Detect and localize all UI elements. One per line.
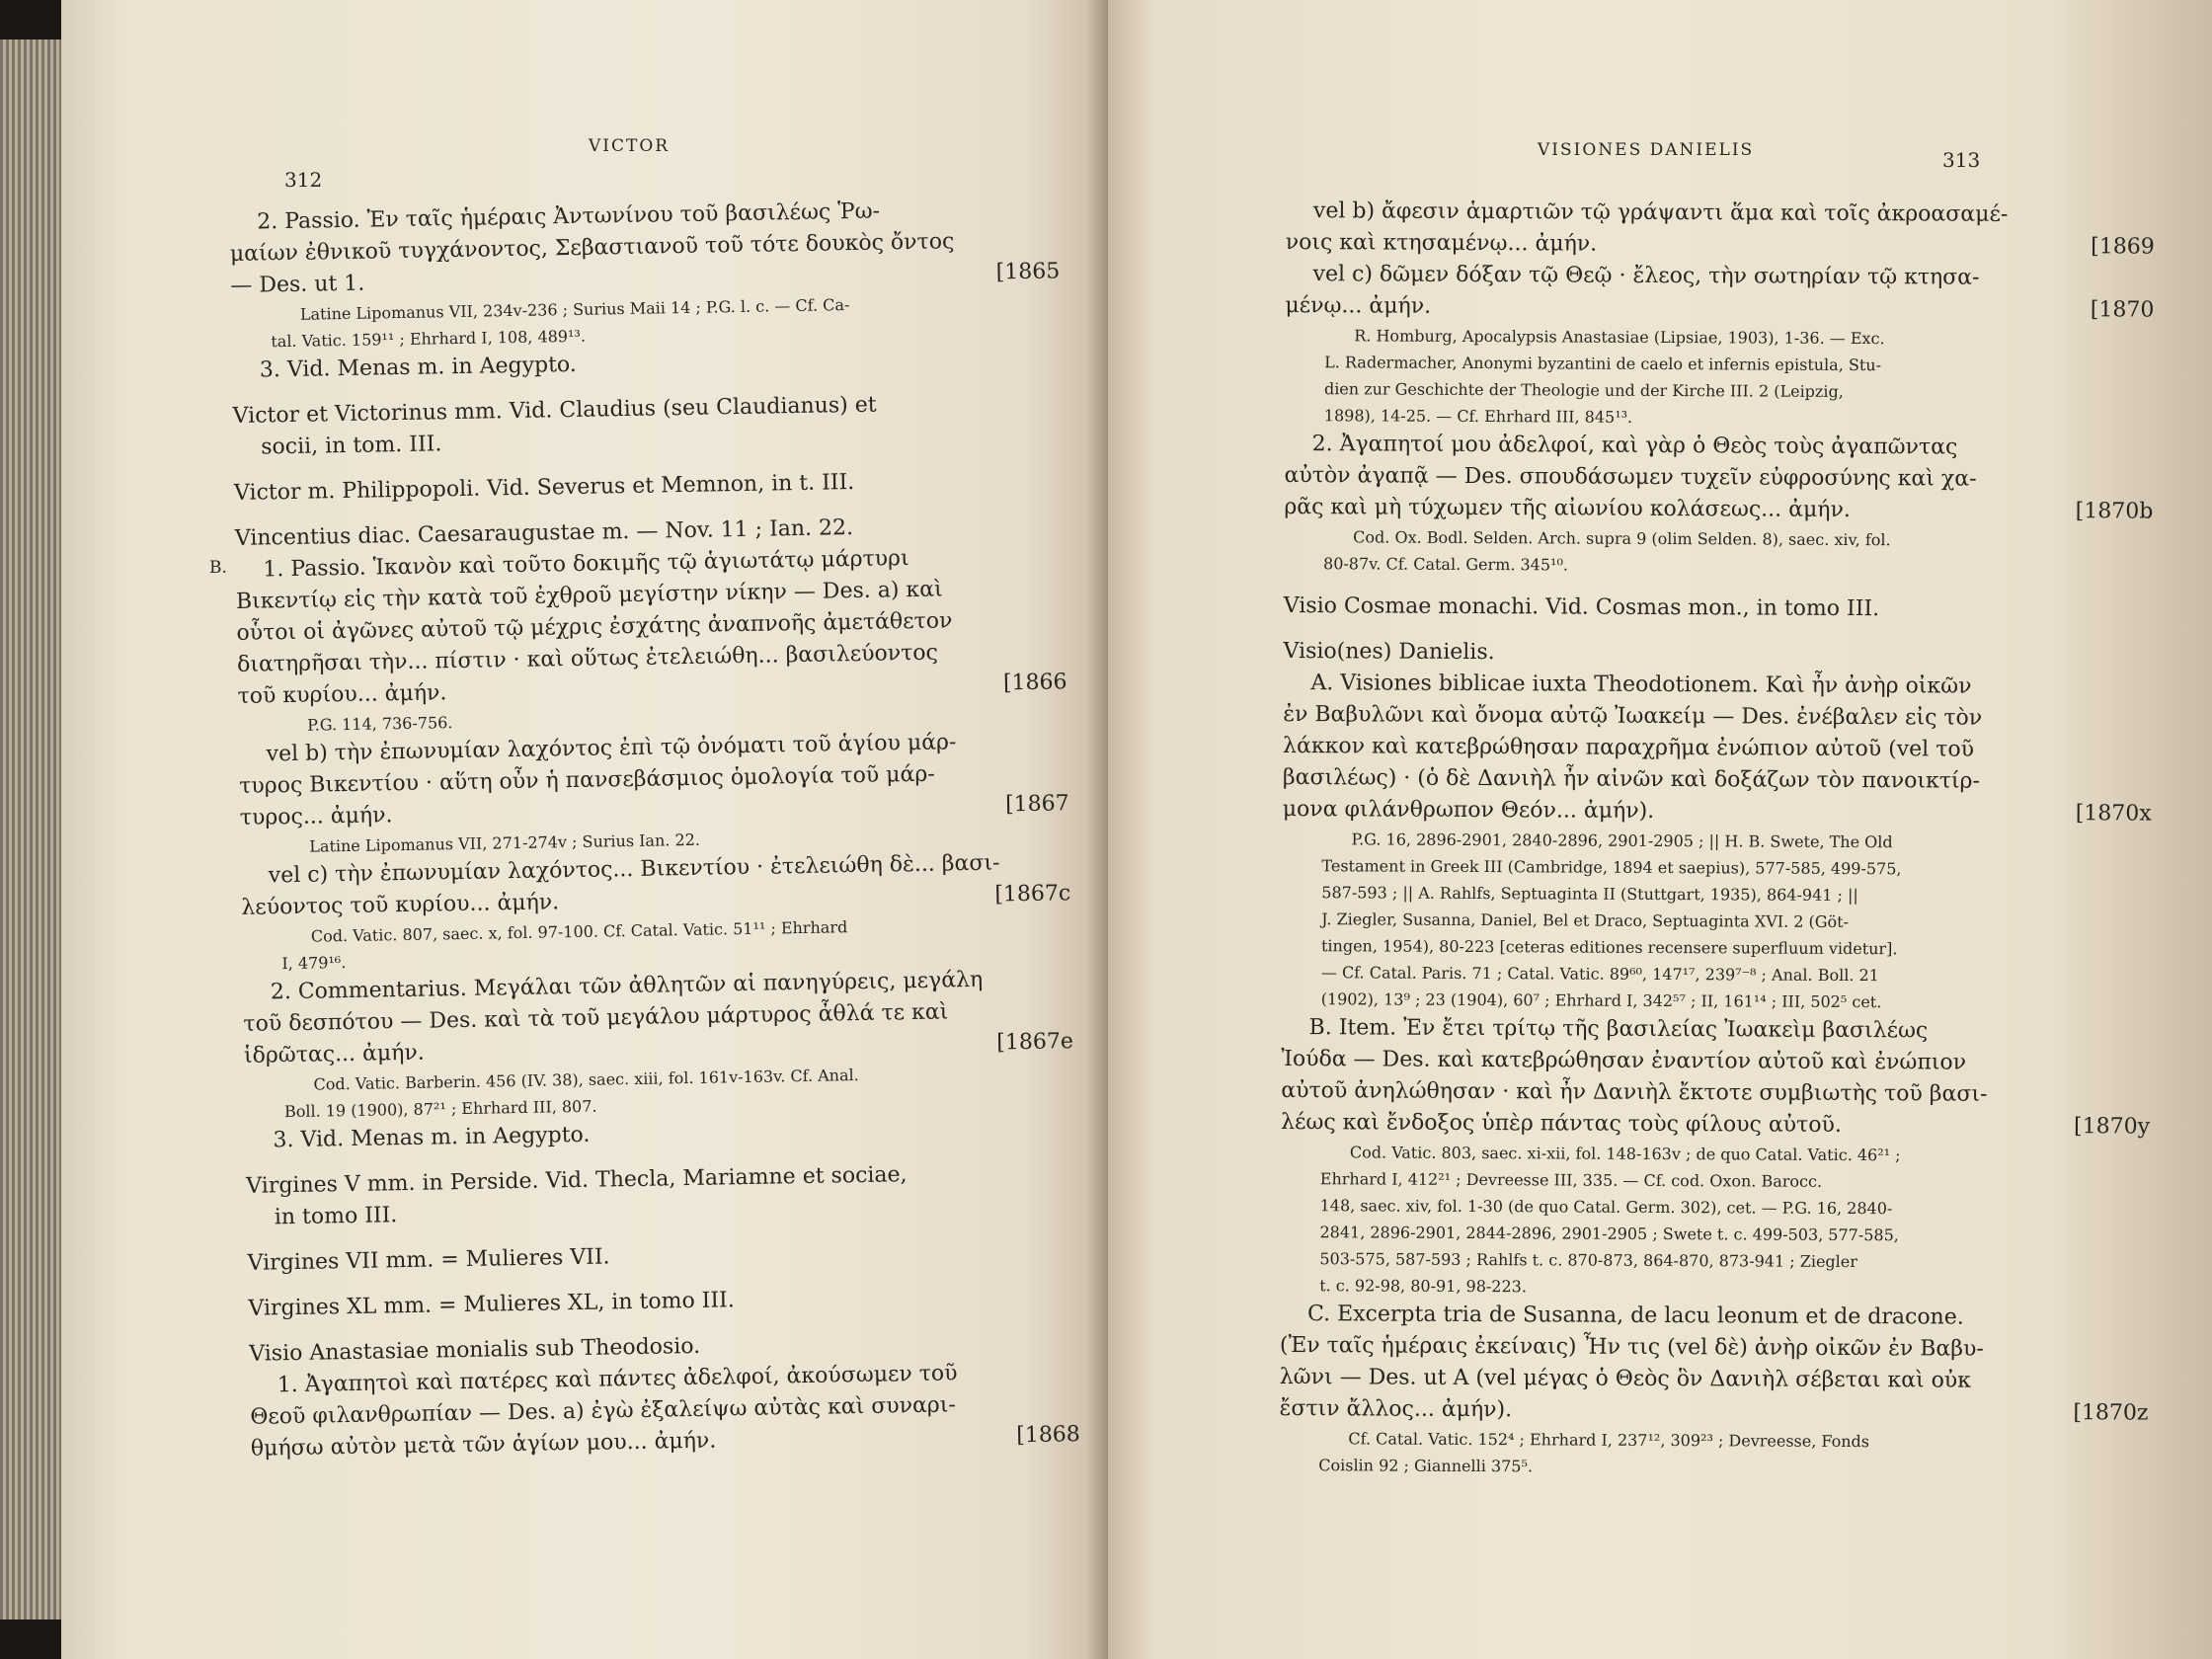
line-text: dien zur Geschichte der Theologie und der Kirche III. 2 (Leipzig, — [1323, 379, 1844, 401]
right-text-line — [1284, 550, 2153, 582]
line-text: διατηρῆσαι τὴν... πίστιν · καὶ οὕτως ἐτελειώθη... βασιλεύοντος — [236, 640, 939, 677]
line-text: Visio(nes) Danielis. — [1283, 638, 1495, 666]
line-text: ρᾶς καὶ μὴ τύχωμεν τῆς αἰωνίου κολάσεως... ἀμήν. — [1284, 494, 1851, 522]
right-text-line — [1284, 492, 2153, 528]
line-text: Cod. Vatic. 807, saec. x, fol. 97-100. Cf. Catal. Vatic. 51¹¹ ; Ehrhard — [310, 917, 848, 946]
line-text: τυρος Βικεντίου · αὕτη οὖν ἡ πανσεβάσμιος ὁμολογία τοῦ μάρ- — [239, 761, 935, 799]
right-text-line — [1283, 794, 2152, 830]
left-text-line — [247, 1233, 1076, 1280]
line-text: 2841, 2896-2901, 2844-2896, 2901-2905 ; Swete t. c. 499-503, 577-585, — [1319, 1223, 1899, 1245]
line-text: νοις καὶ κτησαμένῳ... ἀμήν. — [1285, 229, 1598, 257]
right-text-line — [1285, 290, 2154, 327]
line-text: in tomo III. — [274, 1203, 398, 1230]
line-text: 587-593 ; || A. Rahlfs, Septuaginta II (Stuttgart, 1935), 864-941 ; || — [1321, 883, 1858, 906]
line-text: λεύοντος τοῦ κυρίου... ἀμήν. — [241, 890, 560, 920]
right-text-line — [1282, 1012, 2151, 1049]
line-text: θμήσω αὐτὸν μετὰ τῶν ἁγίων μου... ἀμήν. — [250, 1428, 717, 1462]
line-text: 2. Ἀγαπητοί μου ἀδελφοί, καὶ γὰρ ὁ Θεὸς τοὺς ἀγαπῶντας — [1311, 432, 1958, 460]
line-text: 3. Vid. Menas m. in Aegypto. — [259, 352, 578, 383]
right-text-line — [1284, 460, 2153, 497]
line-text: Coislin 92 ; Giannelli 375⁵. — [1318, 1456, 1534, 1476]
line-text: tal. Vatic. 159¹¹ ; Ehrhard I, 108, 489¹³. — [271, 326, 587, 352]
line-text: τυρος... ἀμήν. — [239, 803, 393, 830]
line-text: Latine Lipomanus VII, 234v-236 ; Surius Maii 14 ; P.G. l. c. — Cf. Ca- — [299, 295, 850, 324]
entry-number: [1870z — [2073, 1400, 2149, 1426]
line-text: 80-87v. Cf. Catal. Germ. 345¹⁰. — [1322, 554, 1569, 575]
line-text: vel b) τὴν ἐπωνυμίαν λαχόντος ἐπὶ τῷ ὀνόματι τοῦ ἁγίου μάρ- — [266, 730, 957, 767]
line-text: Virgines XL mm. = Mulieres XL, in tomo III. — [248, 1288, 735, 1321]
left-text-line — [248, 1279, 1077, 1325]
line-text: 2. Commentarius. Μεγάλαι τῶν ἀθλητῶν αἱ πανηγύρεις, μεγάλη — [270, 967, 984, 1005]
line-text: 1. Ἀγαπητοὶ καὶ πατέρες καὶ πάντες ἀδελφοί, ἀκούσωμεν τοῦ — [276, 1361, 958, 1398]
line-text: Virgines VII mm. = Mulieres VII. — [247, 1244, 610, 1276]
entry-number: [1868 — [1016, 1422, 1081, 1449]
running-head-right: VISIONES DANIELIS — [1538, 140, 1755, 160]
line-text: Vincentius diac. Caesaraugustae m. — Nov. 11 ; Ian. 22. — [234, 515, 854, 551]
line-text: Θεοῦ φιλανθρωπίαν — Des. a) ἐγὼ ἐξαλείψω αὐτὰς καὶ συναρι- — [250, 1392, 957, 1430]
line-text: αὐτὸν ἀγαπᾷ — Des. σπουδάσωμεν τυχεῖν εὐφροσύνης καὶ χα- — [1284, 462, 1977, 492]
right-text-line — [1280, 1362, 2149, 1398]
entry-number: [1867e — [996, 1029, 1074, 1056]
line-text: ἱδρῶτας... ἀμήν. — [243, 1040, 425, 1068]
line-text: — Cf. Catal. Paris. 71 ; Catal. Vatic. 89⁶⁰, 147¹⁷, 239⁷⁻⁸ ; Anal. Boll. 21 — [1320, 963, 1879, 986]
line-text: L. Radermacher, Anonymi byzantini de caelo et infernis epistula, Stu- — [1324, 353, 1882, 375]
line-text: socii, in tom. III. — [261, 432, 442, 460]
line-text: A. Visiones biblicae iuxta Theodotionem. Καὶ ἦν ἀνὴρ οἰκῶν — [1310, 671, 1972, 699]
line-text: Cod. Vatic. Barberin. 456 (IV. 38), saec. xiii, fol. 161v-163v. Cf. Anal. — [313, 1066, 859, 1094]
line-text: λῶνι — Des. ut A (vel μέγας ὁ Θεὸς ὃν Δανιὴλ σέβεται καὶ οὐκ — [1279, 1364, 1972, 1393]
line-text: τοῦ κυρίου... ἀμήν. — [237, 680, 447, 709]
right-text-column — [1279, 196, 2155, 1483]
right-text-line — [1279, 1393, 2148, 1430]
entry-number: [1870x — [2075, 801, 2152, 827]
right-page — [1108, 0, 2212, 1659]
margin-mark: B. — [209, 558, 227, 578]
right-text-line — [1283, 731, 2152, 767]
line-text: R. Homburg, Apocalypsis Anastasiae (Lipsiae, 1903), 1-36. — Exc. — [1354, 326, 1885, 349]
line-text: vel b) ἄφεσιν ἁμαρτιῶν τῷ γράψαντι ἅμα καὶ τοῖς ἀκροασαμέ- — [1312, 198, 2009, 227]
left-page — [61, 0, 1108, 1659]
line-text: μονα φιλάνθρωπον Θεόν... ἀμήν). — [1282, 796, 1655, 824]
right-text-line — [1285, 259, 2154, 295]
line-text: Cod. Vatic. 803, saec. xi-xii, fol. 148-163v ; de quo Catal. Vatic. 46²¹ ; — [1349, 1143, 1901, 1165]
line-text: ἐν Βαβυλῶνι καὶ ὄνομα αὐτῷ Ἰωακείμ — Des. ἐνέβαλεν εἰς τὸν — [1283, 701, 1983, 731]
line-text: P.G. 114, 736-756. — [306, 713, 453, 735]
line-text: 2. Passio. Ἐν ταῖς ἡμέραις Ἀντωνίνου τοῦ βασιλέως Ῥω- — [257, 198, 881, 235]
entry-number: [1867 — [1004, 791, 1069, 818]
entry-number: [1869 — [2091, 234, 2155, 260]
left-text-column — [229, 193, 1080, 1464]
line-text: J. Ziegler, Susanna, Daniel, Bel et Draco, Septuaginta XVI. 2 (Göt- — [1321, 909, 1850, 931]
line-text: αὐτοῦ ἀνηλώθησαν · καὶ ἦν Δανιὴλ ἔκτοτε συμβιωτὴς τοῦ βασι- — [1281, 1077, 1988, 1107]
line-text: 3. Vid. Menas m. in Aegypto. — [273, 1122, 591, 1153]
line-text: (1902), 13⁹ ; 23 (1904), 60⁷ ; Ehrhard I, 342⁵⁷ ; II, 161¹⁴ ; III, 502⁵ cet. — [1320, 989, 1882, 1012]
line-text: Victor m. Philippopoli. Vid. Severus et Memnon, in t. III. — [233, 469, 855, 506]
entry-number: [1865 — [995, 259, 1061, 285]
line-text: B. Item. Ἐν ἔτει τρίτῳ τῆς βασιλείας Ἰωακεὶμ βασιλέως — [1308, 1015, 1929, 1044]
running-head-left: VICTOR — [589, 136, 671, 156]
line-text: Boll. 19 (1900), 87²¹ ; Ehrhard III, 807. — [283, 1096, 597, 1122]
entry-number: [1870y — [2074, 1114, 2151, 1140]
entry-number: [1870 — [2090, 297, 2155, 323]
line-text: μένῳ... ἀμήν. — [1285, 292, 1432, 319]
entry-number: [1867c — [994, 881, 1071, 908]
entry-number: [1866 — [1002, 670, 1067, 696]
line-text: — Des. ut 1. — [230, 271, 365, 298]
line-text: Visio Anastasiae monialis sub Theodosio. — [249, 1333, 701, 1367]
right-text-line — [1283, 699, 2152, 736]
right-text-line — [1281, 1075, 2150, 1112]
line-text: 1898), 14-25. — Cf. Ehrhard III, 845¹³. — [1323, 406, 1633, 427]
line-text: Visio Cosmae monachi. Vid. Cosmas mon., in tomo III. — [1283, 592, 1880, 622]
page-number-left: 312 — [284, 168, 323, 192]
line-text: Victor et Victorinus mm. Vid. Claudius (seu Claudianus) et — [232, 392, 877, 429]
page-number-right: 313 — [1942, 148, 1981, 172]
line-text: Latine Lipomanus VII, 271-274v ; Surius Ian. 22. — [309, 830, 701, 856]
right-text-line — [1279, 1452, 2148, 1483]
right-text-line — [1283, 668, 2152, 704]
line-text: λάκκον καὶ κατεβρώθησαν παραχρῆμα ἐνώπιον αὐτοῦ (vel τοῦ — [1283, 733, 1975, 762]
line-text: Ehrhard I, 412²¹ ; Devreesse III, 335. — Cf. cod. Oxon. Barocc. — [1319, 1169, 1823, 1191]
right-text-line — [1283, 762, 2152, 799]
line-text: C. Excerpta tria de Susanna, de lacu leonum et de dracone. — [1307, 1302, 1964, 1330]
line-text: ἔστιν ἄλλος... ἀμήν). — [1279, 1395, 1513, 1423]
line-text: (Ἐν ταῖς ἡμέραις ἐκείναις) Ἦν τις (vel δὲ) ἀνὴρ οἰκῶν ἐν Βαβυ- — [1279, 1332, 1984, 1362]
line-text: λέως καὶ ἔνδοξος ὑπὲρ πάντας τοὺς φίλους αὐτοῦ. — [1281, 1109, 1842, 1138]
right-text-line — [1281, 1107, 2150, 1144]
right-text-line — [1283, 636, 2152, 672]
line-text: Ἰούδα — Des. καὶ κατεβρώθησαν ἐναντίον αὐτοῦ καὶ ἐνώπιον — [1281, 1046, 1967, 1075]
line-text: vel c) δῶμεν δόξαν τῷ Θεῷ · ἔλεος, τὴν σωτηρίαν τῷ κτησα- — [1312, 262, 1980, 290]
right-text-line — [1281, 1044, 2150, 1080]
line-text: P.G. 16, 2896-2901, 2840-2896, 2901-2905 ; || H. B. Swete, The Old — [1351, 830, 1893, 852]
line-text: t. c. 92-98, 80-91, 98-223. — [1319, 1276, 1527, 1297]
right-text-line — [1280, 1330, 2149, 1367]
line-text: τοῦ δεσπότου — Des. καὶ τὰ τοῦ μεγάλου μάρτυρος ἆθλά τε καὶ — [243, 999, 949, 1037]
line-text: Virgines V mm. in Perside. Vid. Thecla, Mariamne et sociae, — [246, 1162, 908, 1199]
line-text: 148, saec. xiv, fol. 1-30 (de quo Catal. Germ. 302), cet. — P.G. 16, 2840- — [1319, 1196, 1893, 1219]
line-text: Cod. Ox. Bodl. Selden. Arch. supra 9 (olim Selden. 8), saec. xiv, fol. — [1353, 527, 1891, 550]
right-text-line — [1286, 196, 2155, 232]
line-text: vel c) τὴν ἐπωνυμίαν λαχόντος... Βικεντίου · ἐτελειώθη δὲ... βασι- — [268, 850, 1000, 889]
line-text: βασιλέως) · (ὁ δὲ Δανιὴλ ἦν αἰνῶν καὶ δοξάζων τὸν πανοικτίρ- — [1282, 764, 1980, 794]
entry-number: [1870b — [2075, 499, 2154, 524]
line-text: 503-575, 587-593 ; Rahlfs t. c. 870-873, 864-870, 873-941 ; Ziegler — [1319, 1249, 1857, 1272]
line-text: μαίων ἐθνικοῦ τυγχάνοντος, Σεβαστιανοῦ τοῦ τότε δουκὸς ὄντος — [229, 229, 955, 267]
left-text-line — [234, 463, 1064, 510]
line-text: Testament in Greek III (Cambridge, 1894 et saepius), 577-585, 499-575, — [1321, 856, 1902, 879]
line-text: tingen, 1954), 80-223 [ceteras editiones recensere superfluum videtur]. — [1320, 936, 1898, 959]
right-text-line — [1286, 227, 2155, 264]
right-text-line — [1284, 591, 2153, 627]
right-text-line — [1280, 1299, 2149, 1335]
line-text: 1. Passio. Ἱκανὸν καὶ τοῦτο δοκιμῆς τῷ ἁγιωτάτῳ μάρτυρι — [263, 546, 909, 583]
line-text: Βικεντίῳ εἰς τὴν κατὰ τοῦ ἐχθροῦ μεγίστην νίκην — Des. a) καὶ — [235, 577, 943, 614]
line-text: I, 479¹⁶. — [281, 953, 347, 974]
right-text-line — [1285, 429, 2154, 465]
line-text: οὗτοι οἱ ἀγῶνες αὐτοῦ τῷ μέχρις ἐσχάτης ἀναπνοῆς ἀμετάθετον — [236, 608, 953, 646]
line-text: Cf. Catal. Vatic. 152⁴ ; Ehrhard I, 237¹², 309²³ ; Devreesse, Fonds — [1348, 1429, 1870, 1452]
